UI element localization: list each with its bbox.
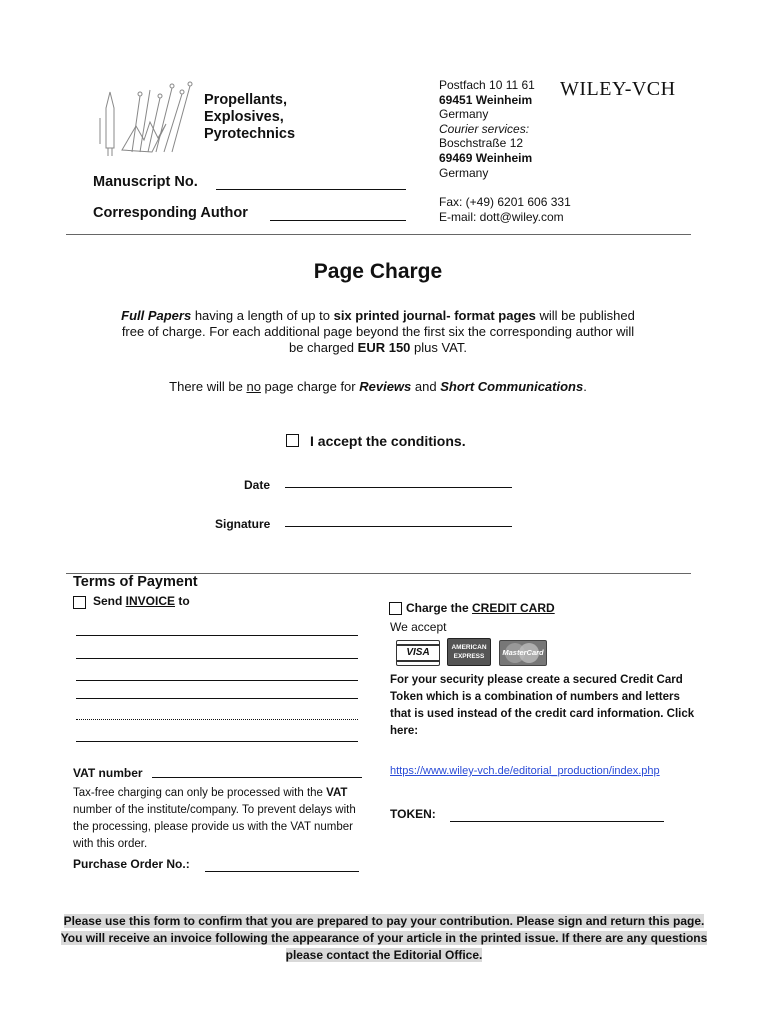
signature-label: Signature bbox=[215, 517, 271, 531]
invoice-address-line-5[interactable] bbox=[76, 719, 358, 720]
amex-card-icon: AMERICAN EXPRESS bbox=[447, 638, 491, 666]
footer-note: Please use this form to confirm that you are prepared to pay your contribution. Please sign and return this page. You will receive an invoice following the appearance of your article in the printed issue. If there are any questions please contact the Editorial Office. bbox=[60, 914, 708, 962]
signature-field[interactable] bbox=[285, 526, 512, 527]
invoice-address-line-6[interactable] bbox=[76, 741, 358, 742]
header-divider bbox=[66, 234, 691, 235]
vat-note: Tax-free charging can only be processed with the VAT number of the institute/company. To prevent delays with the processing, please provide us with the VAT number with this order. bbox=[73, 787, 356, 850]
invoice-address-line-4[interactable] bbox=[76, 698, 358, 699]
accept-checkbox[interactable] bbox=[286, 434, 299, 447]
vat-label: VAT number bbox=[73, 766, 143, 780]
invoice-label: Send INVOICE to bbox=[93, 594, 190, 608]
we-accept-label: We accept bbox=[390, 620, 447, 634]
journal-title: Propellants, Explosives, Pyrotechnics bbox=[204, 92, 296, 142]
date-field[interactable] bbox=[285, 487, 512, 488]
po-label: Purchase Order No.: bbox=[73, 857, 190, 871]
po-field[interactable] bbox=[205, 871, 359, 872]
journal-logo-graphic bbox=[92, 78, 202, 156]
credit-card-label: Charge the CREDIT CARD bbox=[406, 601, 555, 615]
author-label: Corresponding Author bbox=[93, 205, 248, 221]
email-address: E-mail: dott@wiley.com bbox=[439, 209, 564, 224]
token-link[interactable]: https://www.wiley-vch.de/editorial_production/index.php bbox=[390, 765, 660, 777]
publisher-address: Postfach 10 11 61 69451 Weinheim Germany Courier services: Boschstraße 12 69469 Weinheim Germany bbox=[439, 78, 535, 180]
author-field[interactable] bbox=[270, 220, 406, 221]
mastercard-icon: MasterCard bbox=[499, 640, 547, 666]
fax-number: Fax: (+49) 6201 606 331 bbox=[439, 195, 571, 209]
invoice-address-line-2[interactable] bbox=[76, 658, 358, 659]
invoice-address-line-3[interactable] bbox=[76, 680, 358, 681]
accept-label: I accept the conditions. bbox=[310, 433, 466, 449]
invoice-address-line-1[interactable] bbox=[76, 635, 358, 636]
invoice-checkbox[interactable] bbox=[73, 596, 86, 609]
token-field[interactable] bbox=[450, 821, 664, 822]
no-charge-paragraph: There will be no page charge for Reviews and Short Communications. bbox=[169, 379, 587, 394]
manuscript-field[interactable] bbox=[216, 189, 406, 190]
security-note: For your security please create a secured Credit Card Token which is a combination of numbers and letters that is used instead of the credit card information. Click here: bbox=[390, 674, 695, 737]
intro-paragraph: Full Papers having a length of up to six printed journal- format pages will be published free of charge. For each additional page beyond the first six the corresponding author will be charged EUR 150 plus VAT. bbox=[121, 308, 635, 355]
date-label: Date bbox=[244, 478, 271, 492]
token-label: TOKEN: bbox=[390, 807, 436, 821]
publisher-contact bbox=[439, 195, 571, 224]
page-title: Page Charge bbox=[313, 260, 443, 283]
wiley-vch-logo: WILEY-VCH bbox=[560, 78, 676, 100]
vat-field[interactable] bbox=[152, 777, 362, 778]
visa-card-icon: VISA bbox=[396, 640, 440, 666]
credit-card-checkbox[interactable] bbox=[389, 602, 402, 615]
terms-heading: Terms of Payment bbox=[73, 574, 198, 590]
manuscript-label: Manuscript No. bbox=[93, 174, 198, 190]
